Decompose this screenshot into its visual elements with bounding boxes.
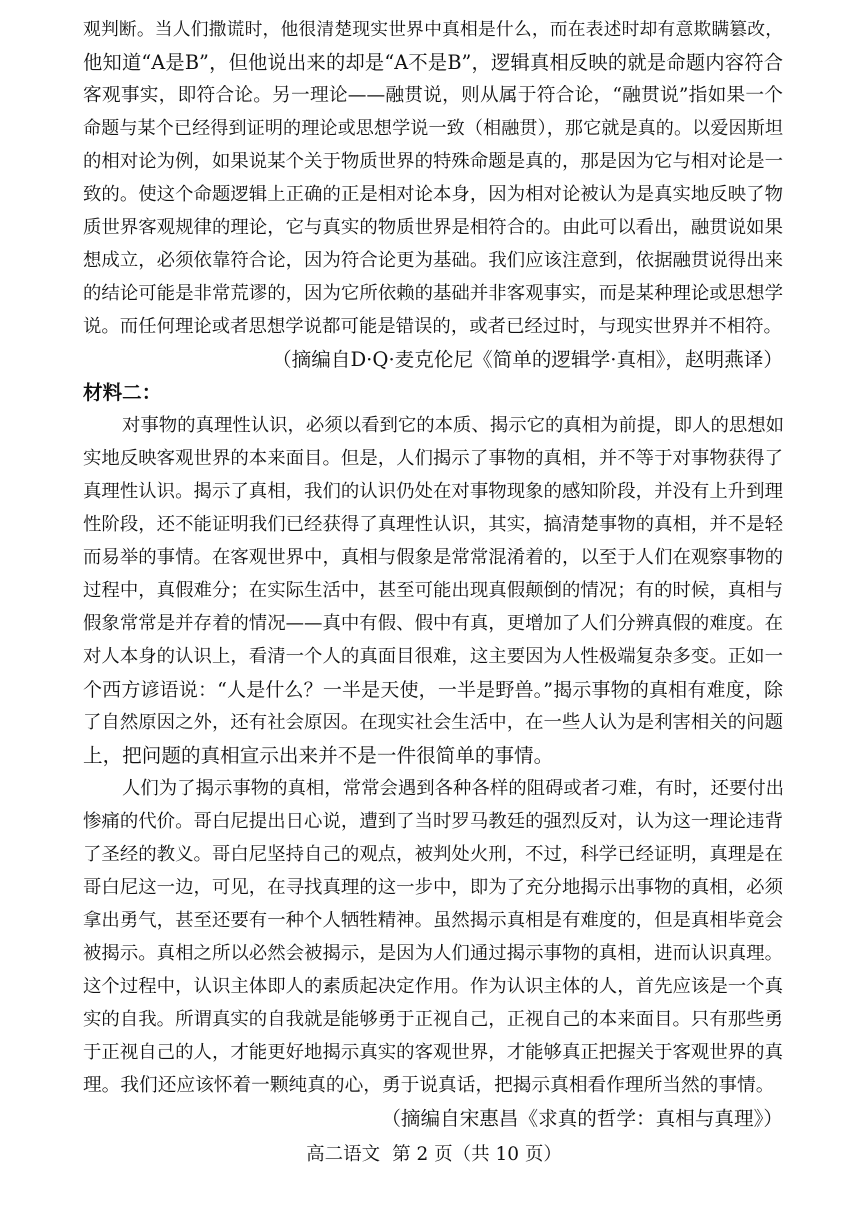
text-line: 拿出勇气，甚至还要有一种个人牺牲精神。虽然揭示真相是有难度的，但是真相毕竟会: [83, 910, 783, 931]
text-line: 过程中，真假难分；在实际生活中，甚至可能出现真假颠倒的情况；有的时候，真相与: [83, 580, 783, 601]
text-line: 真理性认识。揭示了真相，我们的认识仍处在对事物现象的感知阶段，并没有上升到理: [83, 481, 783, 502]
text-line: 性阶段，还不能证明我们已经获得了真理性认识，其实，搞清楚事物的真相，并不是轻: [83, 514, 783, 535]
text-line: 哥白尼这一边，可见，在寻找真理的这一步中，即为了充分地揭示出事物的真相，必须: [83, 877, 783, 898]
footer-page-number: 第 2 页（共 10 页）: [392, 1144, 562, 1165]
footer-subject: 高二语文: [306, 1144, 381, 1165]
text-line: 个西方谚语说：“人是什么？一半是天使，一半是野兽。”揭示事物的真相有难度，除: [83, 679, 783, 701]
text-line: 于正视自己的人，才能更好地揭示真实的客观世界，才能够真正把握关于客观世界的真: [83, 1042, 783, 1063]
text-line: 说。而任何理论或者思想学说都可能是错误的，或者已经过时，与现实世界并不相符。: [83, 316, 782, 337]
text-line: 理。我们还应该怀着一颗纯真的心，勇于说真话，把揭示真相看作理所当然的事情。: [83, 1075, 775, 1096]
page-footer: [0, 1140, 868, 1170]
text-line: 实的自我。所谓真实的自我就是能够勇于正视自己，正视自己的本来面目。只有那些勇: [83, 1009, 783, 1030]
text-line: 的结论可能是非常荒谬的，因为它所依赖的基础并非客观事实，而是某种理论或思想学: [83, 283, 783, 304]
text-line: 的相对论为例，如果说某个关于物质世界的特殊命题是真的，那是因为它与相对论是一: [83, 151, 783, 172]
text-line: 质世界客观规律的理论，它与真实的物质世界是相符合的。由此可以看出，融贯说如果: [83, 217, 783, 238]
text-line: 而易举的事情。在客观世界中，真相与假象是常常混淆着的，以至于人们在观察事物的: [83, 547, 783, 568]
text-line: 对人本身的认识上，看清一个人的真面目很难，这主要因为人性极端复杂多变。正如一: [83, 646, 783, 667]
text-line: 想成立，必须依靠符合论，因为符合论更为基础。我们应该注意到，依据融贯说得出来: [83, 250, 783, 271]
text-line: 对事物的真理性认识，必须以看到它的本质、揭示它的真相为前提，即人的思想如: [122, 415, 785, 436]
text-line: 客观事实，即符合论。另一理论——融贯说，则从属于符合论，“融贯说”指如果一个: [83, 85, 783, 106]
source-citation: （摘编自D·Q·麦克伦尼《简单的逻辑学·真相》，赵明燕译）: [272, 348, 783, 371]
text-line: 了自然原因之外，还有社会原因。在现实社会生活中，在一些人认为是利害相关的问题: [83, 712, 783, 733]
text-line: 了圣经的教义。哥白尼坚持自己的观点，被判处火刑，不过，科学已经证明，真理是在: [83, 844, 783, 865]
section-heading: 材料二：: [83, 381, 162, 404]
text-line: 他知道“A是B”，但他说出来的却是“A不是B”，逻辑真相反映的就是命题内容符合: [83, 51, 783, 74]
text-line: 命题与某个已经得到证明的理论或思想学说一致（相融贯），那它就是真的。以爱因斯坦: [83, 118, 783, 139]
text-line: 这个过程中，认识主体即人的素质起决定作用。作为认识主体的人，首先应该是一个真: [83, 976, 783, 997]
text-line: 上，把问题的真相宣示出来并不是一件很简单的事情。: [83, 744, 554, 767]
text-line: 惨痛的代价。哥白尼提出日心说，遭到了当时罗马教廷的强烈反对，认为这一理论违背: [83, 811, 783, 832]
text-line: 实地反映客观世界的本来面目。但是，人们揭示了事物的真相，并不等于对事物获得了: [83, 448, 783, 469]
text-line: 致的。使这个命题逻辑上正确的正是相对论本身，因为相对论被认为是真实地反映了物: [83, 184, 783, 205]
text-line: 被揭示。真相之所以必然会被揭示，是因为人们通过揭示事物的真相，进而认识真理。: [83, 943, 783, 964]
text-line: 人们为了揭示事物的真相，常常会遇到各种各样的阻碍或者刁难，有时，还要付出: [122, 778, 785, 799]
source-citation: （摘编自宋惠昌《求真的哲学：真相与真理》）: [381, 1107, 783, 1130]
text-line: 观判断。当人们撒谎时，他很清楚现实世界中真相是什么，而在表述时却有意欺瞒篡改，: [83, 19, 783, 40]
text-line: 假象常常是并存着的情况——真中有假、假中有真，更增加了人们分辨真假的难度。在: [83, 613, 783, 634]
